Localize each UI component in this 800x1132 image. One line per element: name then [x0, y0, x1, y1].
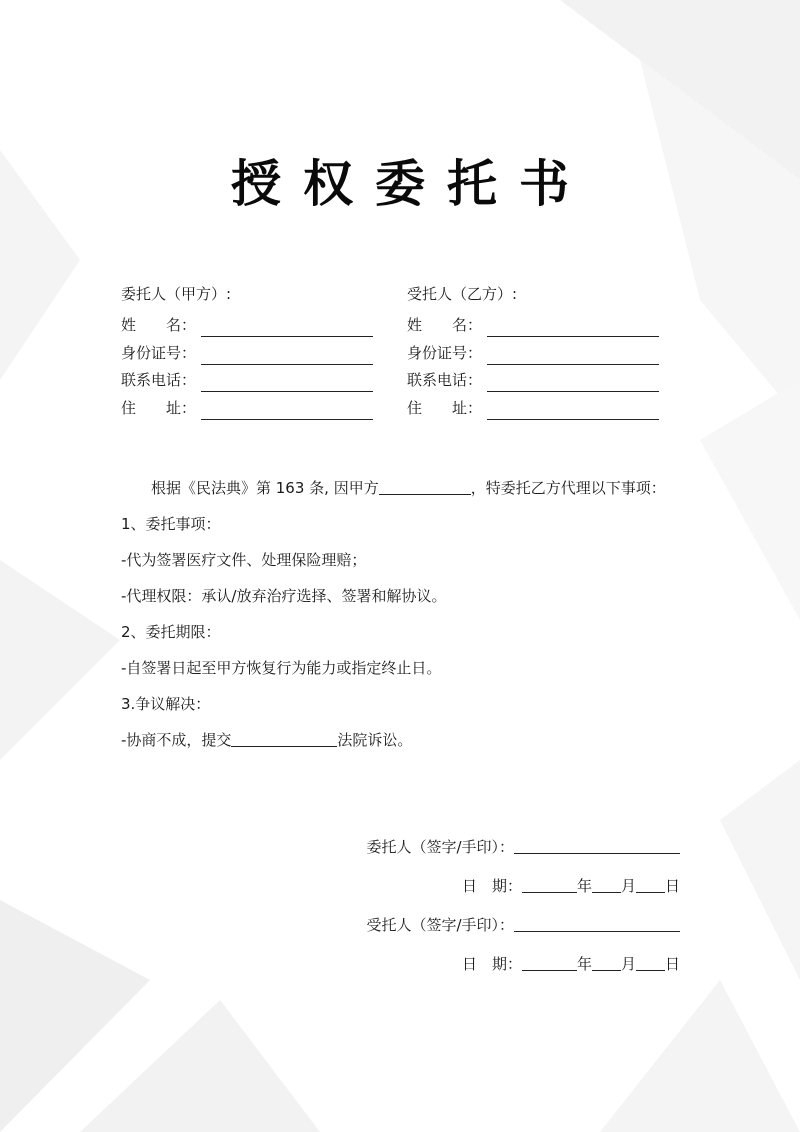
principal-id-blank[interactable] — [201, 348, 373, 365]
principal-info — [121, 282, 401, 420]
agent-phone-blank[interactable] — [487, 375, 659, 392]
month-blank[interactable] — [592, 876, 621, 893]
principal-signature-row — [350, 835, 680, 874]
intro-paragraph — [121, 476, 691, 512]
date-label: 日 期： — [461, 955, 522, 973]
signature-block — [350, 835, 680, 991]
principal-name-blank[interactable] — [201, 320, 373, 337]
field-label: 身份证号： — [407, 343, 483, 362]
section-3-item-1 — [121, 728, 691, 764]
agent-address-blank[interactable] — [487, 403, 659, 420]
agent-id-row — [407, 337, 687, 365]
agent-id-blank[interactable] — [487, 348, 659, 365]
section-3-text-end: 法院诉讼。 — [337, 731, 413, 749]
field-label: 住 址： — [407, 398, 483, 417]
date-label: 日 期： — [461, 877, 522, 895]
principal-address-row — [121, 392, 401, 420]
agent-signature-row — [350, 913, 680, 952]
day-blank[interactable] — [636, 876, 665, 893]
agent-signature-blank[interactable] — [514, 915, 680, 932]
principal-date-row — [350, 874, 680, 913]
section-1-item-2: -代理权限：承认/放弃治疗选择、签署和解协议。 — [121, 587, 447, 605]
field-label: 身份证号： — [121, 343, 197, 362]
section-3-title: 3.争议解决： — [121, 695, 211, 713]
agent-name-blank[interactable] — [487, 320, 659, 337]
year-blank[interactable] — [522, 954, 577, 971]
section-1-title: 1、委托事项： — [121, 515, 221, 533]
document-body — [121, 476, 691, 764]
day-label: 日 — [664, 955, 680, 973]
year-label: 年 — [576, 955, 592, 973]
month-label: 月 — [620, 955, 636, 973]
section-2-title: 2、委托期限： — [121, 623, 221, 641]
year-label: 年 — [576, 877, 592, 895]
agent-phone-row — [407, 365, 687, 393]
day-label: 日 — [664, 877, 680, 895]
principal-signature-label: 委托人（签字/手印）： — [366, 838, 514, 856]
agent-date-row — [350, 952, 680, 991]
principal-name-row — [121, 310, 401, 338]
agent-address-row — [407, 392, 687, 420]
agent-name-row — [407, 310, 687, 338]
section-1-item-1: -代为签署医疗文件、处理保险理赔； — [121, 551, 367, 569]
field-label: 住 址： — [121, 398, 197, 417]
document-title: 授权委托书 — [231, 155, 591, 213]
month-label: 月 — [620, 877, 636, 895]
principal-phone-blank[interactable] — [201, 375, 373, 392]
intro-text: 根据《民法典》第 163 条, 因甲方 — [151, 479, 379, 497]
principal-phone-row — [121, 365, 401, 393]
field-label: 联系电话： — [407, 371, 483, 389]
principal-signature-blank[interactable] — [514, 837, 680, 854]
principal-heading: 委托人（甲方）: — [121, 285, 232, 303]
principal-address-blank[interactable] — [201, 403, 373, 420]
section-2-item-1: -自签署日起至甲方恢复行为能力或指定终止日。 — [121, 659, 442, 677]
court-blank[interactable] — [231, 730, 337, 747]
principal-id-row — [121, 337, 401, 365]
field-label: 联系电话： — [121, 371, 197, 389]
intro-text-end: ，特委托乙方代理以下事项： — [470, 479, 666, 497]
year-blank[interactable] — [522, 876, 577, 893]
section-3-text: -协商不成，提交 — [121, 731, 232, 749]
agent-signature-label: 受托人（签字/手印）： — [366, 916, 514, 934]
agent-info — [407, 282, 687, 420]
field-label: 姓 名： — [407, 316, 483, 334]
day-blank[interactable] — [636, 954, 665, 971]
agent-heading: 受托人（乙方）: — [407, 285, 518, 303]
field-label: 姓 名： — [121, 316, 197, 334]
month-blank[interactable] — [592, 954, 621, 971]
reason-blank[interactable] — [379, 478, 471, 495]
